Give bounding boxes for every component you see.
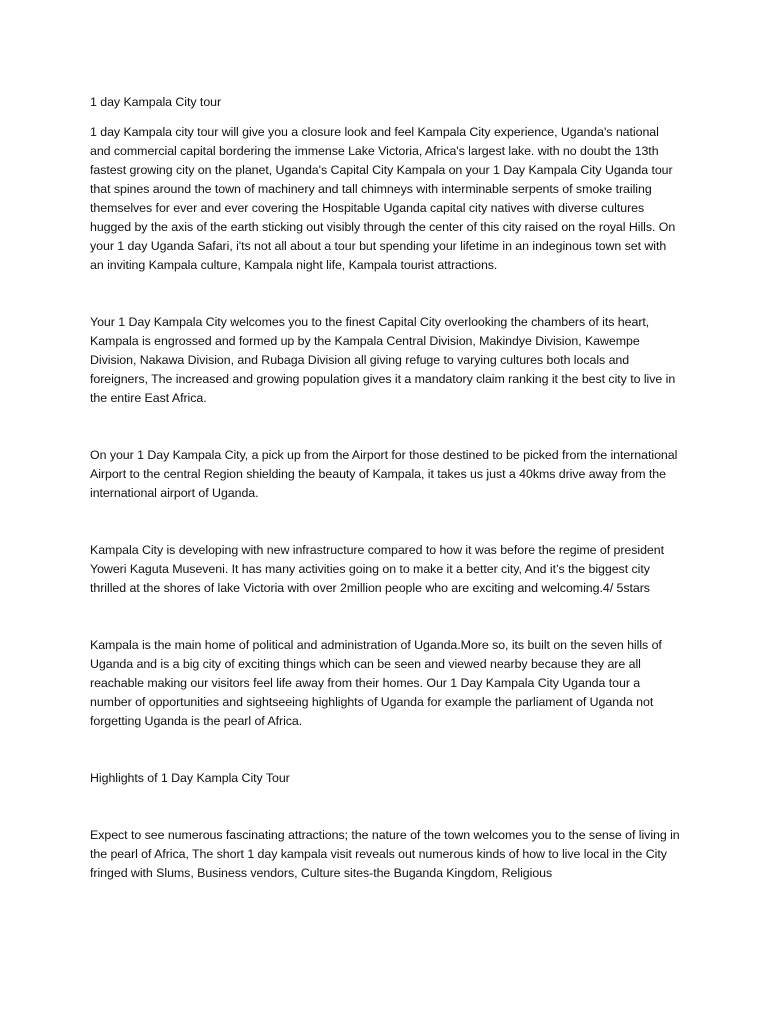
paragraph-divisions: Your 1 Day Kampala City welcomes you to the finest Capital City overlooking the chambers of its heart, Kampala is engrossed and formed up by the Kampala Central Division, Makindye Division, Kawempe Division, Nakawa Division, and Rubaga Division all giving refuge to varying cultures both locals and foreigners, The increased and growing population gives it a mandatory claim ranking it the best city to live in the entire East Africa. bbox=[90, 315, 676, 405]
paragraph-airport-pickup: On your 1 Day Kampala City, a pick up from the Airport for those destined to be picked from the international Airport to the central Region shielding the beauty of Kampala, it takes us just a 40kms drive away from the international airport of Uganda. bbox=[90, 448, 678, 500]
paragraph-political-home: Kampala is the main home of political and administration of Uganda.More so, its built on the seven hills of Uganda and is a big city of exciting things which can be seen and viewed nearby because they are all reachable making our visitors feel life away from their homes. Our 1 Day Kampala City Uganda tour a number of opportunities and sightseeing highlights of Uganda for example the parliament of Uganda not forgetting Uganda is the pearl of Africa. bbox=[90, 638, 662, 728]
document-page bbox=[90, 93, 682, 883]
paragraph-attractions: Expect to see numerous fascinating attractions; the nature of the town welcomes you to the sense of living in the pearl of Africa, The short 1 day kampala visit reveals out numerous kinds of how to live local in the City fringed with Slums, Business vendors, Culture sites-the Buganda Kingdom, Religious bbox=[90, 828, 680, 880]
paragraph-intro: 1 day Kampala city tour will give you a closure look and feel Kampala City experience, Uganda's national and commercial capital bordering the immense Lake Victoria, Africa's largest lake. with no doubt the 13th fastest growing city on the planet, Uganda's Capital City Kampala on your 1 Day Kampala City Uganda tour that spines around the town of machinery and tall chimneys with interminable serpents of smoke trailing themselves for ever and ever covering the Hospitable Uganda capital city natives with diverse cultures hugged by the axis of the earth sticking out visibly through the center of this city raised on the royal Hills. On your 1 day Uganda Safari, i'ts not all about a tour but spending your lifetime in an indeginous town set with an inviting Kampala culture, Kampala night life, Kampala tourist attractions. bbox=[90, 125, 676, 272]
document-title: 1 day Kampala City tour bbox=[90, 95, 222, 109]
section-heading-highlights: Highlights of 1 Day Kampla City Tour bbox=[90, 771, 290, 785]
paragraph-infrastructure: Kampala City is developing with new infrastructure compared to how it was before the regime of president Yoweri Kaguta Museveni. It has many activities going on to make it a better city, And it’s the biggest city thrilled at the shores of lake Victoria with over 2million people who are exciting and welcoming.4/ 5stars bbox=[90, 543, 665, 595]
